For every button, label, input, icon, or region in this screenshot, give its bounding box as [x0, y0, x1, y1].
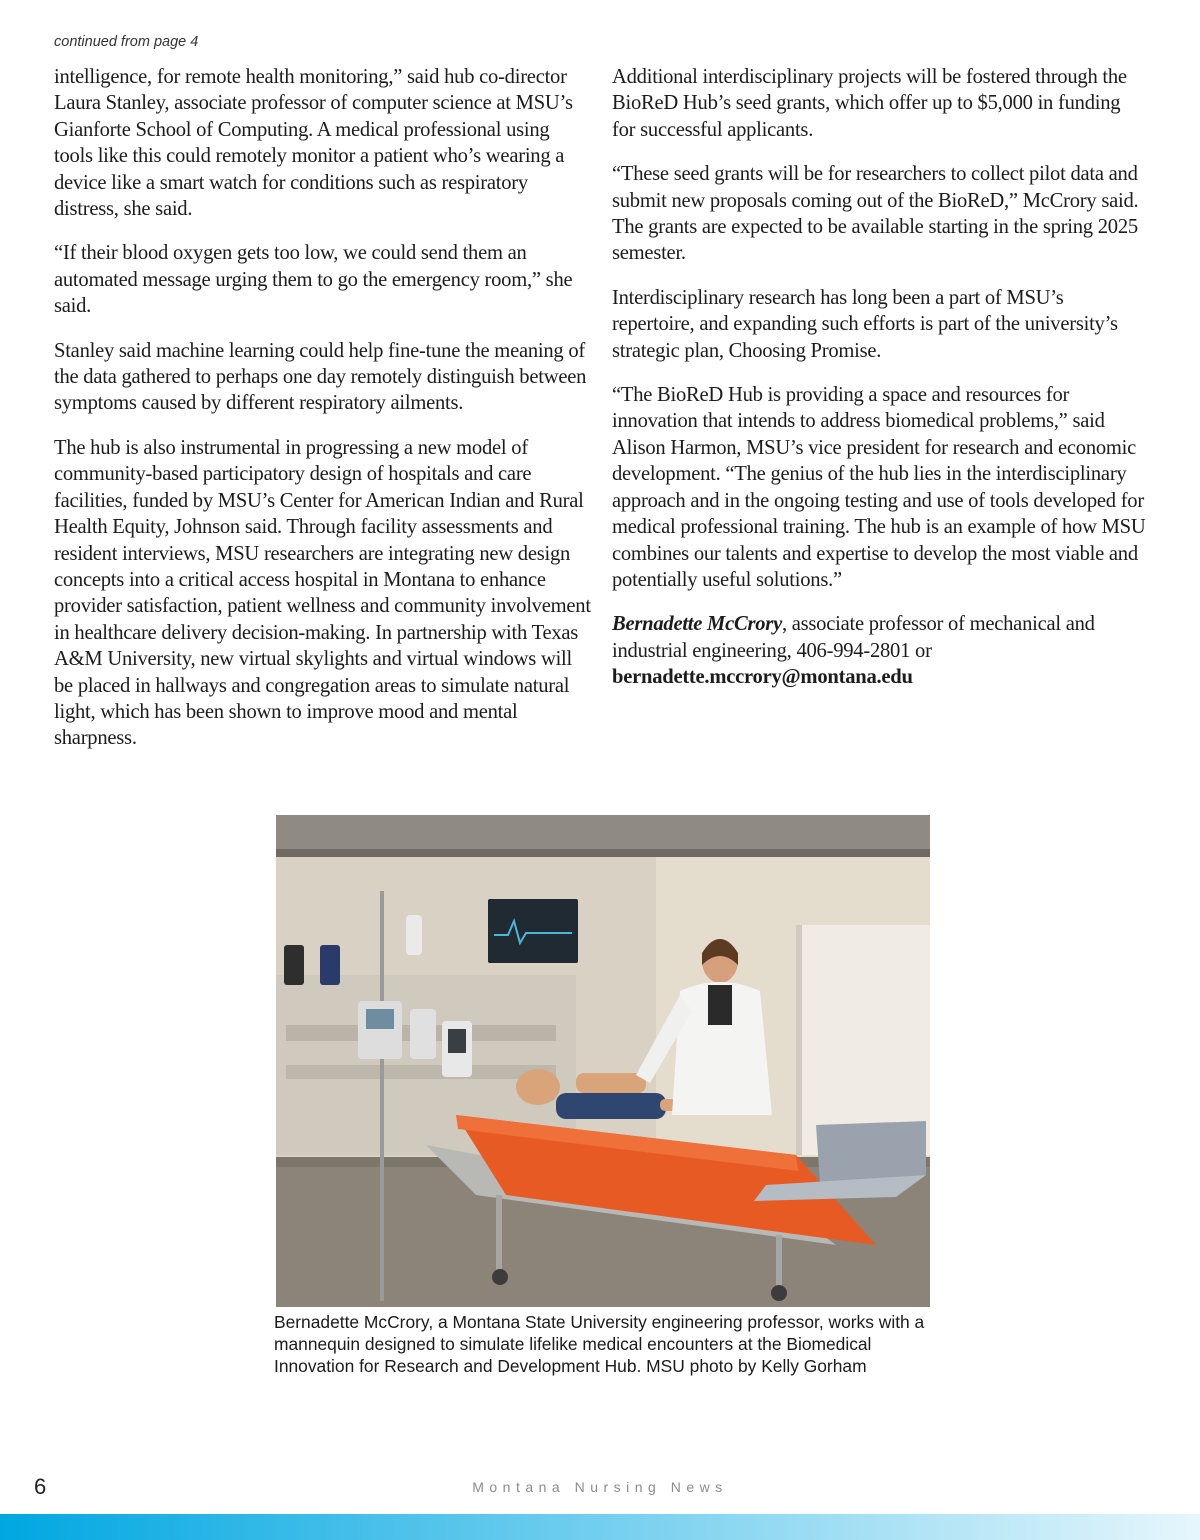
- publication-title: Montana Nursing News: [472, 1479, 728, 1495]
- footer-gradient-bar: [0, 1514, 1200, 1540]
- contact-name: Bernadette McCrory: [612, 613, 782, 636]
- paragraph: “If their blood oxygen gets too low, we could send them an automated message urging them to go the emergency room,” she said.: [54, 242, 573, 318]
- lab-photo: [276, 815, 930, 1307]
- contact-details: , associate professor of mechanical and industrial engineering, 406-994-2801 or: [612, 613, 1095, 662]
- article-left-column: [54, 64, 592, 770]
- page-number: 6: [34, 1474, 47, 1499]
- paragraph: Interdisciplinary research has long been a part of MSU’s repertoire, and expanding such efforts is part of the university’s strategic plan, Choosing Promise.: [612, 286, 1118, 362]
- paragraph: Additional interdisciplinary projects will be fostered through the BioReD Hub’s seed grants, which offer up to $5,000 in funding for successful applicants.: [612, 66, 1127, 141]
- contact-email[interactable]: bernadette.mccrory@montana.edu: [612, 666, 913, 689]
- contact-info: [612, 611, 1148, 690]
- paragraph: Stanley said machine learning could help fine-tune the meaning of the data gathered to perhaps one day remotely distinguish between symptoms caused by different respiratory ailments.: [54, 339, 587, 415]
- continued-note: continued from page 4: [54, 34, 199, 50]
- article-right-column: [612, 64, 1148, 709]
- paragraph: “These seed grants will be for researchers to collect pilot data and submit new proposals coming out of the BioReD,” McCrory said. The grants are expected to be available starting in the spring 2025 semester.: [612, 163, 1139, 265]
- paragraph: “The BioReD Hub is providing a space and resources for innovation that intends to address biomedical problems,” said Alison Harmon, MSU’s vice president for research and economic development. “The genius of the hub lies in the interdisciplinary approach and in the ongoing testing and use of tools developed for medical professional training. The hub is an example of how MSU combines our talents and expertise to develop the most viable and potentially useful solutions.”: [612, 384, 1146, 591]
- paragraph: The hub is also instrumental in progressing a new model of community-based participatory design of hospitals and care facilities, funded by MSU’s Center for American Indian and Rural Health Equity, Johnson said. Through facility assessments and resident interviews, MSU researchers are integrating new design concepts into a critical access hospital in Montana to enhance provider satisfaction, patient wellness and community involvement in healthcare delivery decision-making. In partnership with Texas A&M University, new virtual skylights and virtual windows will be placed in hallways and congregation areas to simulate natural light, which has been shown to improve mood and mental sharpness.: [54, 436, 591, 750]
- paragraph: intelligence, for remote health monitoring,” said hub co-director Laura Stanley, associate professor of computer science at MSU’s Gianforte School of Computing. A medical professional using tools like this could remotely monitor a patient who’s wearing a device like a smart watch for conditions such as respiratory distress, she said.: [54, 66, 573, 221]
- photo-caption: Bernadette McCrory, a Montana State University engineering professor, works with a mannequin designed to simulate lifelike medical encounters at the Biomedical Innovation for Research and Development Hub. MSU photo by Kelly Gorham: [274, 1312, 925, 1376]
